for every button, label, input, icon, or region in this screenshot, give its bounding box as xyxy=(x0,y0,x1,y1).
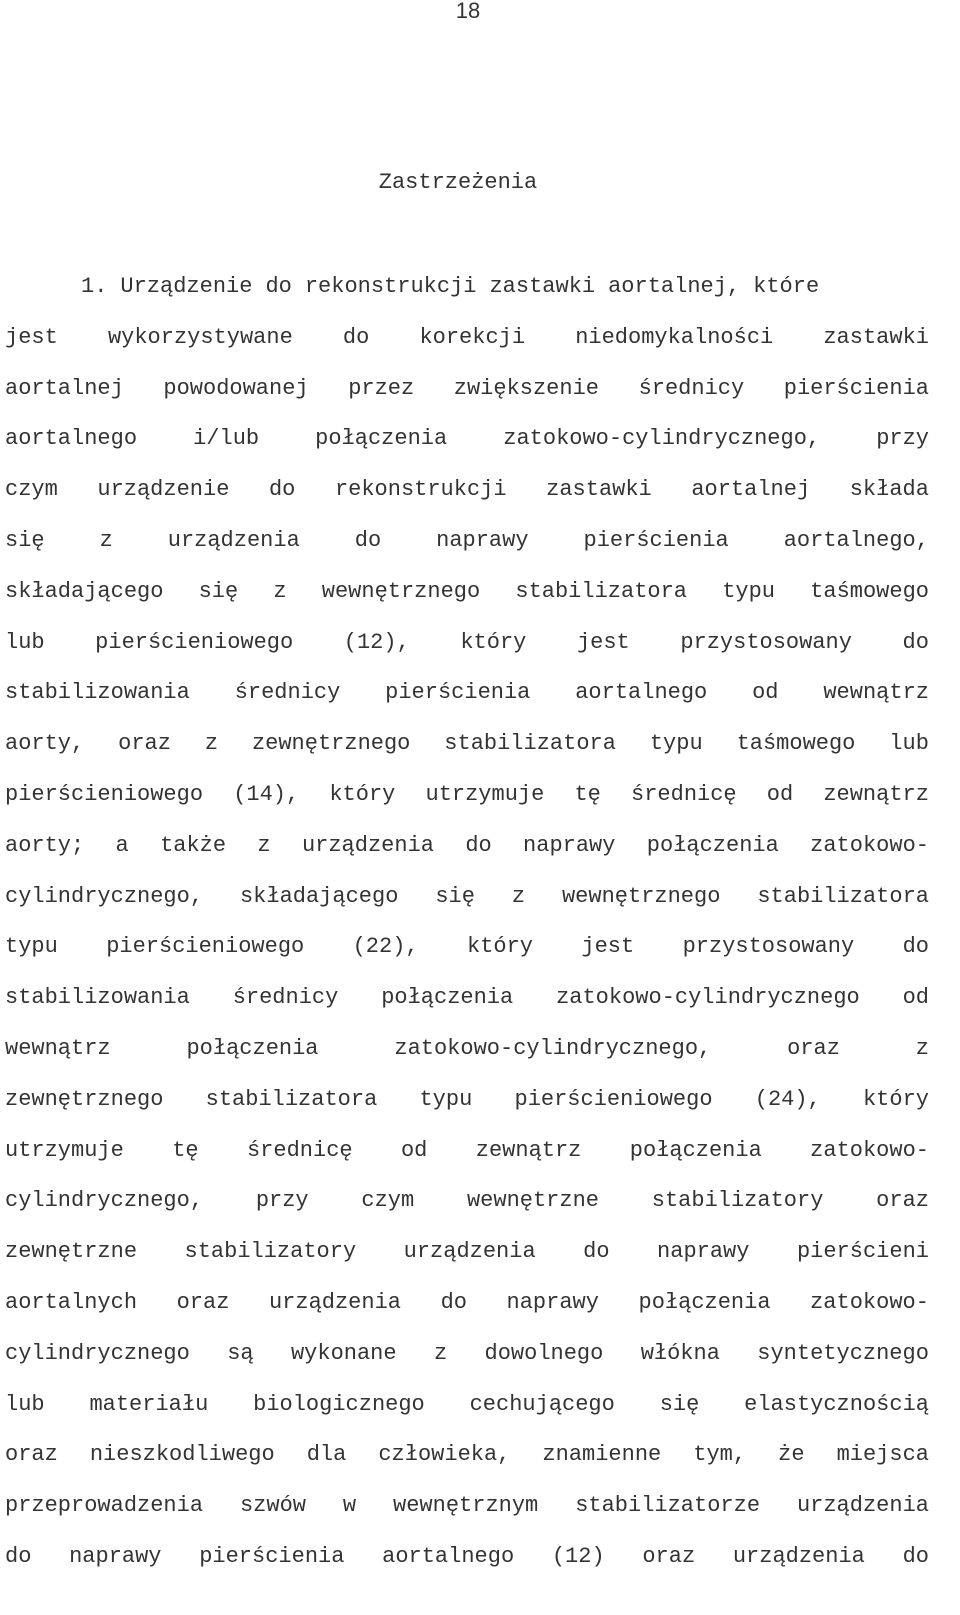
word: składającego xyxy=(239,883,399,909)
word: (12) xyxy=(551,1543,605,1569)
word: syntetycznego xyxy=(757,1340,929,1366)
word: miejsca xyxy=(836,1442,929,1468)
word: jest xyxy=(581,934,635,960)
text-line xyxy=(5,1286,929,1337)
text-line xyxy=(5,473,929,524)
word: (14), xyxy=(233,781,300,807)
text-line xyxy=(5,524,929,575)
word: wykonane xyxy=(290,1340,397,1366)
word: nieszkodliwego xyxy=(89,1442,275,1468)
word: urządzenia xyxy=(796,1493,929,1519)
word: stabilizatora xyxy=(205,1086,378,1112)
text-line xyxy=(5,422,929,473)
word: zwiększenie xyxy=(453,375,599,401)
word: urządzenia xyxy=(403,1239,536,1265)
word: się xyxy=(659,1391,700,1417)
word: średnicy xyxy=(638,375,745,401)
word: oraz xyxy=(176,1289,230,1315)
word: tym, xyxy=(693,1442,747,1468)
word: przystosowany xyxy=(682,934,855,960)
word: zatokowo-cylindrycznego xyxy=(556,985,860,1011)
word: są xyxy=(227,1340,254,1366)
word: zatokowo-cylindrycznego, xyxy=(394,1035,712,1061)
word: człowieka, xyxy=(378,1442,511,1468)
word: (22), xyxy=(352,934,419,960)
word: znamienne xyxy=(542,1442,662,1468)
word: aortalnego xyxy=(575,680,708,706)
word: zatokowo-cylindrycznego, xyxy=(503,426,821,452)
word: taśmowego xyxy=(810,578,929,604)
word: utrzymuje xyxy=(425,781,545,807)
text-line xyxy=(5,727,929,778)
word: że xyxy=(778,1442,805,1468)
word: zatokowo- xyxy=(810,832,929,858)
word: do xyxy=(268,477,296,503)
word: urządzenia xyxy=(268,1289,401,1315)
word: naprawy xyxy=(657,1239,750,1265)
word: cylindrycznego xyxy=(5,1340,190,1366)
text-line xyxy=(5,676,929,727)
word: połączenia xyxy=(381,985,514,1011)
word: zastawki xyxy=(823,324,929,350)
word: lub xyxy=(889,731,929,757)
word: od xyxy=(752,680,779,706)
word: oraz xyxy=(642,1543,696,1569)
word: stabilizowania xyxy=(5,680,190,706)
word: pierścienia xyxy=(583,527,729,553)
word: naprawy xyxy=(436,527,529,553)
word: czym xyxy=(361,1188,415,1214)
word: aortalnego xyxy=(382,1543,515,1569)
word: przy xyxy=(876,426,929,452)
word: oraz xyxy=(787,1035,840,1061)
word: taśmowego xyxy=(736,731,856,757)
text-line xyxy=(5,981,929,1032)
word: powodowanej xyxy=(163,375,309,401)
word: typu xyxy=(419,1086,473,1112)
word: typu xyxy=(5,934,58,960)
text-line xyxy=(5,1337,929,1388)
text-line xyxy=(5,626,929,677)
word: szwów xyxy=(239,1493,306,1519)
word: niedomykalności xyxy=(575,324,774,350)
text-line xyxy=(5,321,929,372)
word: od xyxy=(902,985,929,1011)
word: do xyxy=(342,324,370,350)
word: z xyxy=(257,832,271,858)
word: zewnętrznego xyxy=(5,1086,164,1112)
word: do xyxy=(902,629,929,655)
text-line xyxy=(5,1388,929,1439)
word: lub xyxy=(5,629,45,655)
word: w xyxy=(342,1493,357,1519)
word: stabilizatora xyxy=(515,578,688,604)
word: włókna xyxy=(640,1340,720,1366)
word: zatokowo- xyxy=(810,1289,929,1315)
word: z xyxy=(433,1340,448,1366)
word: wewnętrznego xyxy=(561,883,721,909)
word: się xyxy=(198,578,239,604)
word: cylindrycznego, xyxy=(5,883,204,909)
claims-heading: Zastrzeżenia xyxy=(378,170,538,195)
word: oraz xyxy=(876,1188,929,1214)
text-line xyxy=(5,778,929,829)
word: biologicznego xyxy=(253,1391,425,1417)
word: średnicy xyxy=(234,680,341,706)
word: rekonstrukcji xyxy=(334,477,507,503)
word: pierścieniowego xyxy=(95,629,294,655)
word: wykorzystywane xyxy=(107,324,293,350)
word: pierścienia xyxy=(783,375,929,401)
word: się xyxy=(435,883,475,909)
word: średnicę xyxy=(631,781,737,807)
word: od xyxy=(766,781,794,807)
word: przez xyxy=(348,375,415,401)
word: stabilizatory xyxy=(651,1188,824,1214)
text-line xyxy=(5,372,929,423)
word: tę xyxy=(574,781,601,807)
word: aortalnego xyxy=(5,426,138,452)
text-line xyxy=(5,270,929,321)
word: stabilizatora xyxy=(444,731,616,757)
word: aortalnej xyxy=(691,477,811,503)
word: zewnątrz xyxy=(823,781,929,807)
text-line xyxy=(5,1489,929,1540)
word: aortalnej, xyxy=(608,274,741,299)
word: do xyxy=(902,934,929,960)
word: połączenia xyxy=(186,1035,319,1061)
word: przystosowany xyxy=(680,629,852,655)
word: stabilizatorze xyxy=(575,1493,761,1519)
word: urządzenia xyxy=(732,1543,865,1569)
word: zastawki xyxy=(546,477,652,503)
word: urządzenie xyxy=(97,477,230,503)
word: wewnętrznym xyxy=(393,1493,539,1519)
word: pierścieniowego xyxy=(106,934,305,960)
word: (24), xyxy=(754,1086,821,1112)
text-line xyxy=(5,829,929,880)
word: pierścieni xyxy=(796,1239,929,1265)
word: składającego xyxy=(5,578,164,604)
word: zewnętrzne xyxy=(5,1239,138,1265)
word: przeprowadzenia xyxy=(5,1493,204,1519)
word: wewnętrzne xyxy=(466,1188,599,1214)
word: aorty, xyxy=(5,731,85,757)
word: aorty; xyxy=(5,832,85,858)
word: 1. xyxy=(81,274,108,299)
word: zewnętrznego xyxy=(251,731,411,757)
word: także xyxy=(160,832,227,858)
claim-1-text xyxy=(5,270,929,1591)
word: do xyxy=(902,1543,929,1569)
text-line xyxy=(5,575,929,626)
word: Urządzenie xyxy=(120,274,253,299)
word: dla xyxy=(306,1442,347,1468)
word: dowolnego xyxy=(484,1340,604,1366)
word: połączenia xyxy=(646,832,779,858)
word: naprawy xyxy=(506,1289,599,1315)
word: pierścieniowego xyxy=(514,1086,713,1112)
word: składa xyxy=(849,477,929,503)
word: wewnątrz xyxy=(823,680,929,706)
word: cechującego xyxy=(469,1391,615,1417)
word: lub xyxy=(5,1391,45,1417)
word: połączenia xyxy=(638,1289,771,1315)
text-line xyxy=(5,1235,929,1286)
word: aortalnej xyxy=(5,375,124,401)
word: stabilizatora xyxy=(757,883,929,909)
word: wewnętrznego xyxy=(321,578,481,604)
word: naprawy xyxy=(69,1543,162,1569)
word: który xyxy=(329,781,396,807)
word: połączenia xyxy=(315,426,448,452)
word: a xyxy=(115,832,129,858)
word: do xyxy=(465,832,492,858)
word: typu xyxy=(722,578,775,604)
word: stabilizowania xyxy=(5,985,190,1011)
word: średnicę xyxy=(246,1137,353,1163)
word: który xyxy=(862,1086,929,1112)
word: aortalnych xyxy=(5,1289,138,1315)
word: i/lub xyxy=(193,426,260,452)
word: tę xyxy=(172,1137,199,1163)
text-line xyxy=(5,1032,929,1083)
word: stabilizatory xyxy=(184,1239,357,1265)
word: zastawki xyxy=(489,274,596,299)
word: z xyxy=(915,1035,929,1061)
text-line xyxy=(5,880,929,931)
word: jest xyxy=(576,629,630,655)
word: jest xyxy=(5,324,58,350)
word: urządzenia xyxy=(167,527,300,553)
word: z xyxy=(204,731,219,757)
word: oraz xyxy=(118,731,171,757)
word: od xyxy=(400,1137,428,1163)
word: który xyxy=(460,629,527,655)
word: z xyxy=(511,883,526,909)
word: do xyxy=(440,1289,467,1315)
word: naprawy xyxy=(523,832,616,858)
word: rekonstrukcji xyxy=(304,274,477,299)
word: pierścienia xyxy=(385,680,531,706)
text-line xyxy=(5,1438,929,1489)
text-line xyxy=(5,1083,929,1134)
word: który xyxy=(467,934,534,960)
word: zewnątrz xyxy=(475,1137,582,1163)
word: cylindrycznego, xyxy=(5,1188,204,1214)
word: korekcji xyxy=(419,324,526,350)
word: urządzenia xyxy=(301,832,434,858)
word: oraz xyxy=(5,1442,58,1468)
word: utrzymuje xyxy=(5,1137,124,1163)
word: które xyxy=(753,274,820,299)
word: aortalnego, xyxy=(783,527,929,553)
word: do xyxy=(354,527,382,553)
word: średnicy xyxy=(232,985,339,1011)
text-line xyxy=(5,930,929,981)
word: czym xyxy=(5,477,58,503)
word: zatokowo- xyxy=(810,1137,929,1163)
word: pierścieniowego xyxy=(5,781,204,807)
word: wewnątrz xyxy=(5,1035,111,1061)
word: do xyxy=(5,1543,32,1569)
text-line xyxy=(5,1184,929,1235)
text-line xyxy=(5,1134,929,1185)
word: z xyxy=(273,578,287,604)
word: połączenia xyxy=(629,1137,762,1163)
word: pierścienia xyxy=(199,1543,345,1569)
word: materiału xyxy=(89,1391,209,1417)
word: typu xyxy=(649,731,703,757)
text-line xyxy=(5,1540,929,1591)
word: (12), xyxy=(343,629,410,655)
word: do xyxy=(265,274,292,299)
word: się xyxy=(5,527,45,553)
word: przy xyxy=(255,1188,309,1214)
page-number: 18 xyxy=(455,0,481,23)
word: do xyxy=(583,1239,610,1265)
word: elastycznością xyxy=(744,1391,929,1417)
word: z xyxy=(99,527,113,553)
